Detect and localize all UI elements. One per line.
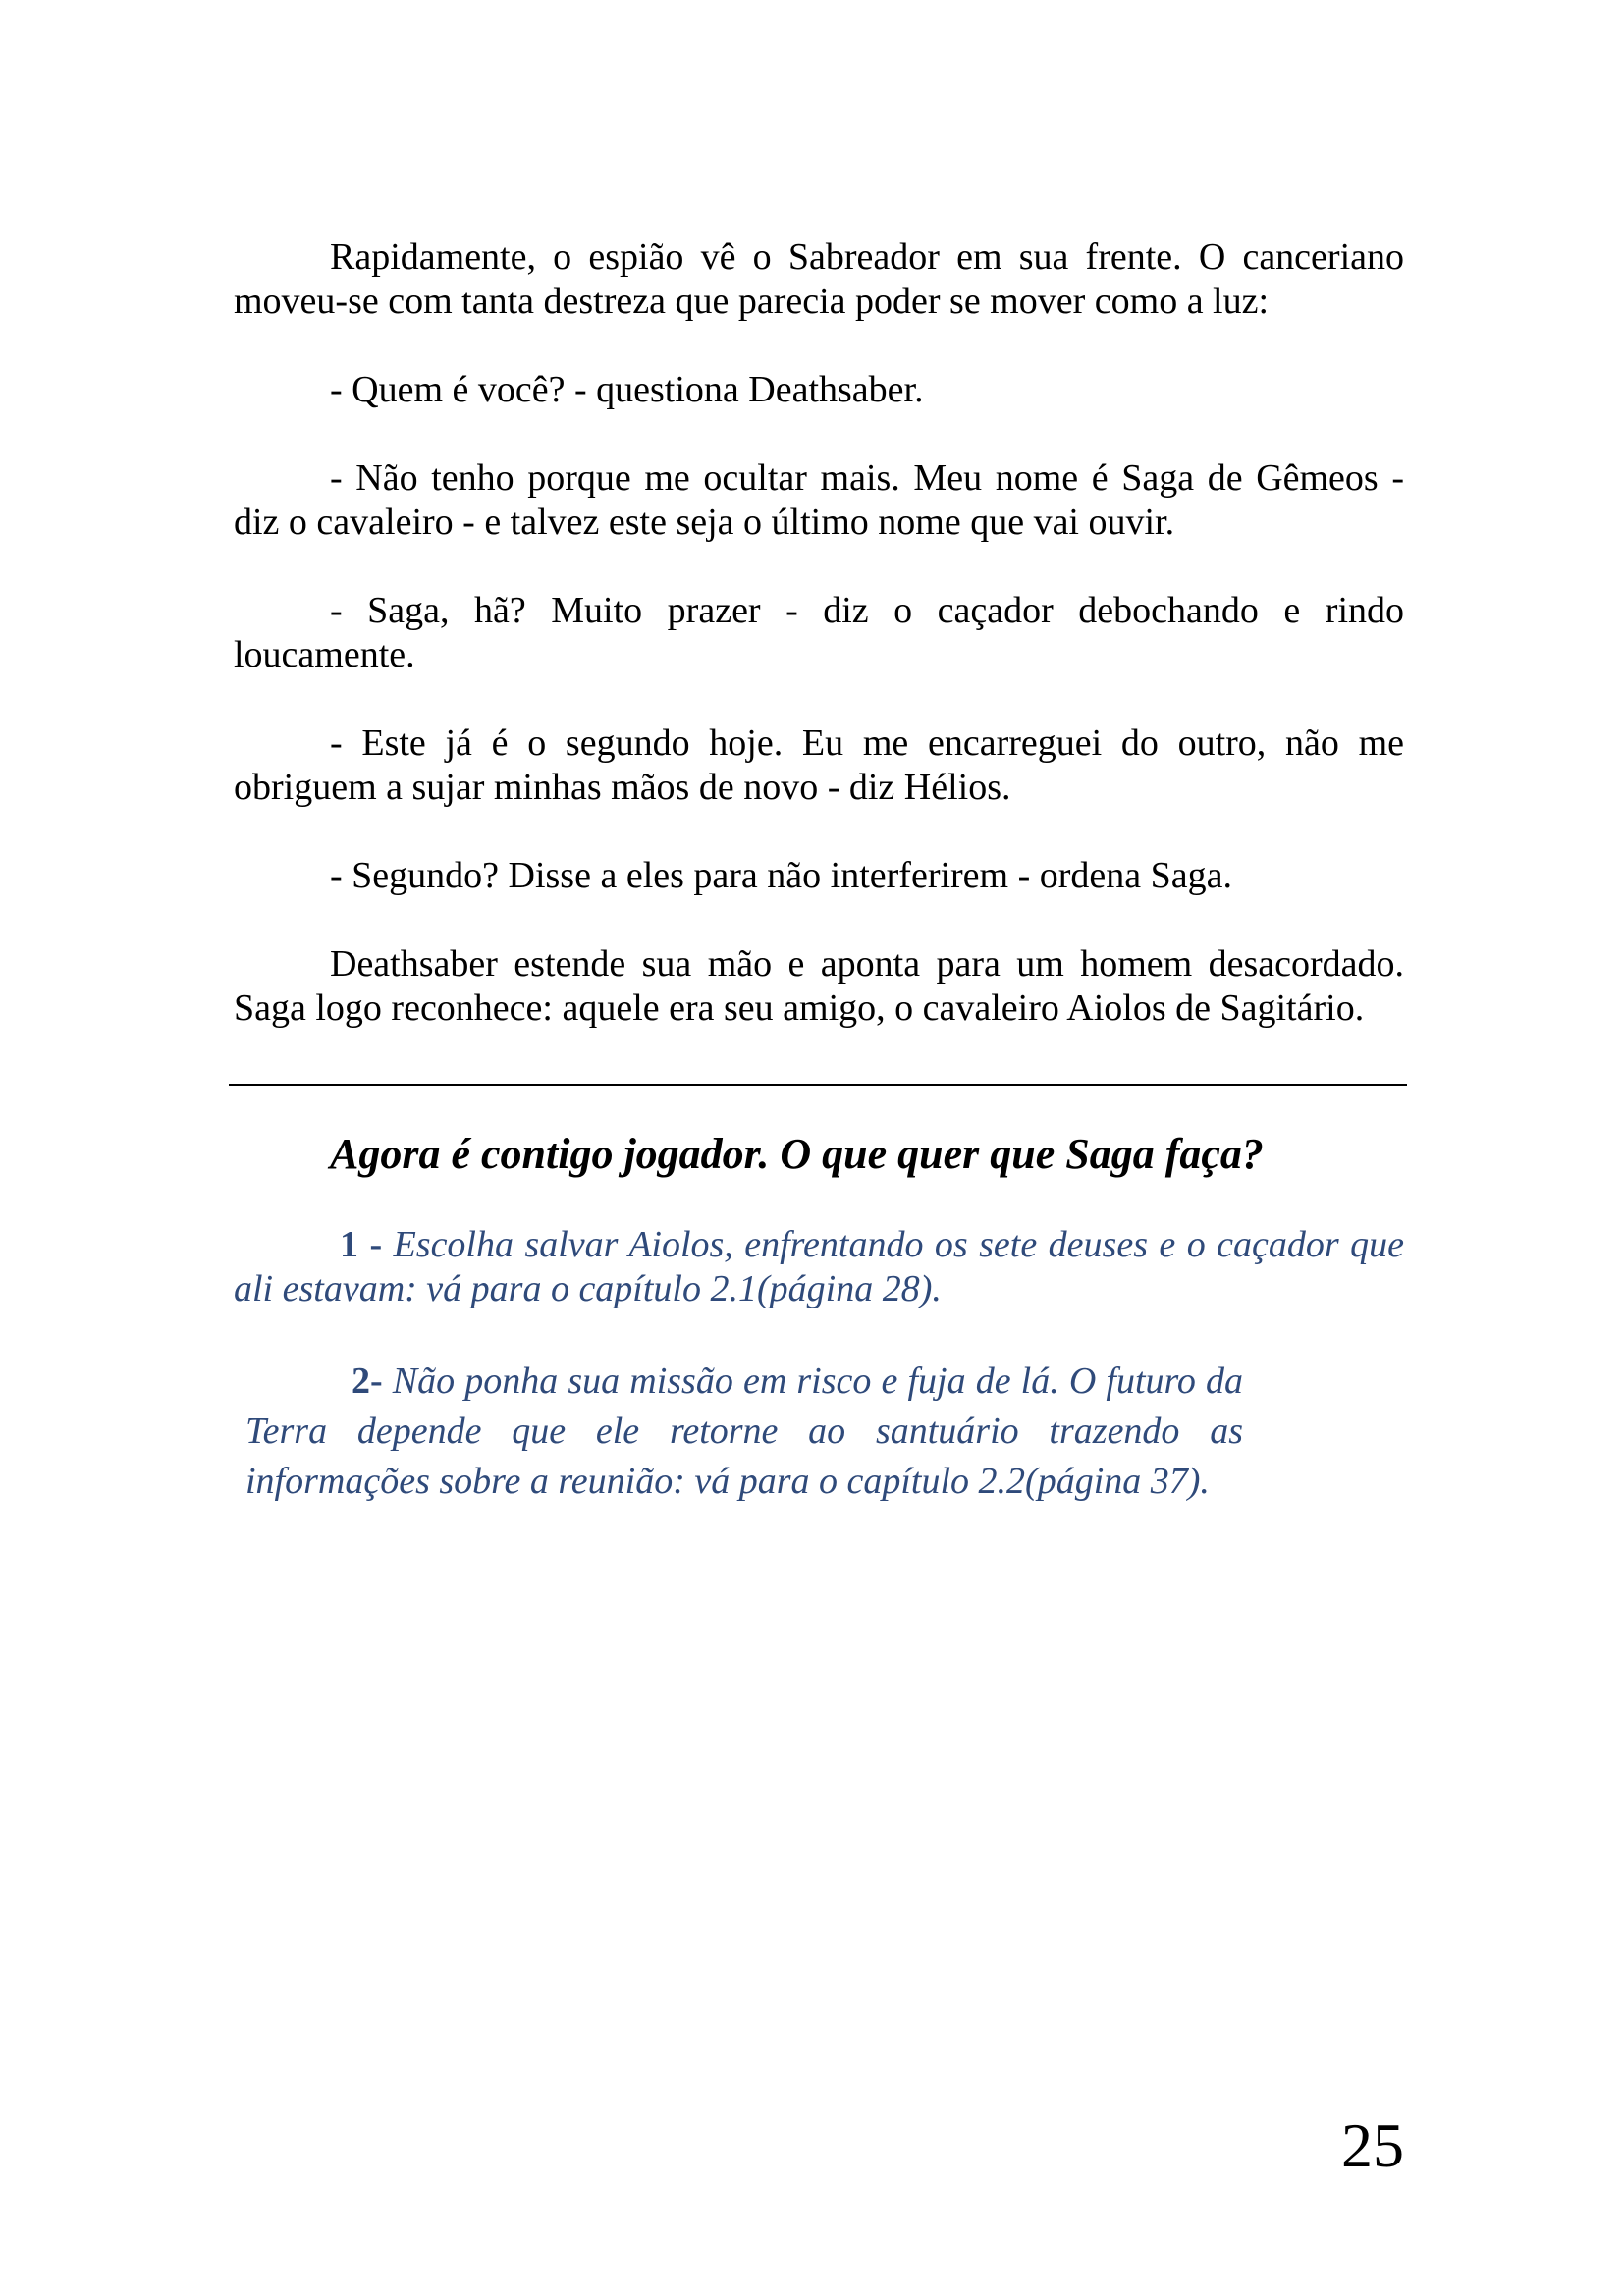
paragraph: - Quem é você? - questiona Deathsaber. <box>330 369 924 410</box>
story-text <box>234 236 1404 1075</box>
paragraph: Deathsaber estende sua mão e aponta para um homem desacordado. Saga logo reconhece: aquele era seu amigo, o cavaleiro Aiolos de Sagitário. <box>234 943 1404 1029</box>
choice-option-1[interactable] <box>234 1223 1404 1311</box>
paragraph: - Saga, hã? Muito prazer - diz o caçador debochando e rindo loucamente. <box>234 590 1404 675</box>
paragraph: - Segundo? Disse a eles para não interferirem - ordena Saga. <box>330 855 1233 896</box>
choice-text: Escolha salvar Aiolos, enfrentando os sete deuses e o caçador que ali estavam: vá para o capítulo 2.1(página 28). <box>234 1224 1405 1309</box>
choice-prompt: Agora é contigo jogador. O que quer que Saga faça? <box>330 1130 1264 1178</box>
section-divider <box>229 1084 1407 1086</box>
choice-option-2[interactable] <box>245 1357 1243 1507</box>
choice-number: 1 - <box>340 1224 383 1265</box>
choice-number: 2- <box>352 1361 383 1402</box>
paragraph: - Não tenho porque me ocultar mais. Meu nome é Saga de Gêmeos - diz o cavaleiro - e talvez este seja o último nome que vai ouvir. <box>234 457 1404 543</box>
page-number: 25 <box>1341 2110 1404 2180</box>
choice-text: Não ponha sua missão em risco e fuja de lá. O futuro da Terra depende que ele retorne ao santuário trazendo as informações sobre a reunião: vá para o capítulo 2.2(página 37). <box>245 1361 1244 1502</box>
paragraph: Rapidamente, o espião vê o Sabreador em sua frente. O canceriano moveu-se com tanta destreza que parecia poder se mover como a luz: <box>234 237 1404 322</box>
paragraph: - Este já é o segundo hoje. Eu me encarreguei do outro, não me obriguem a sujar minhas mãos de novo - diz Hélios. <box>234 722 1404 808</box>
